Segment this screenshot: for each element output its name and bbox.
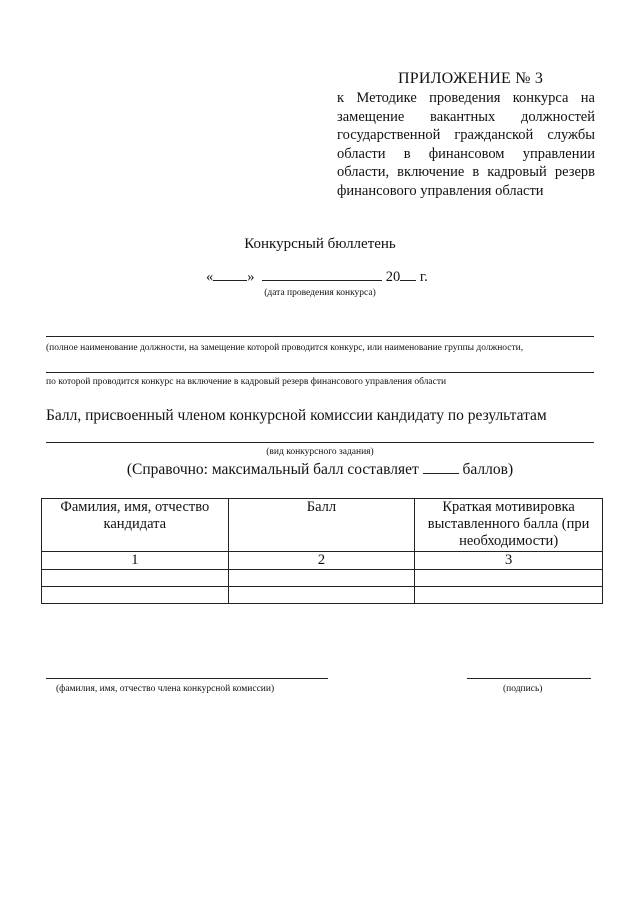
reference-note (0, 459, 640, 479)
header-motivation: Краткая мотивировка выставленного балла (при необходимости) (415, 499, 603, 552)
table-cell[interactable] (42, 570, 229, 587)
position-line-2[interactable] (46, 372, 594, 373)
column-number: 1 (42, 552, 229, 570)
table-cell[interactable] (228, 570, 415, 587)
signature-caption: (подпись) (503, 684, 543, 694)
year-suffix: г. (419, 269, 428, 285)
date-close-quote: » (247, 269, 255, 285)
table-cell[interactable] (415, 587, 603, 604)
task-caption: (вид конкурсного задания) (266, 447, 374, 457)
appendix-line: области, включение в кадровый резерв (337, 164, 595, 180)
bulletin-title: Конкурсный бюллетень (244, 236, 396, 252)
position-caption-2: по которой проводится конкурс на включение в кадровый резерв финансового управления области (46, 377, 447, 387)
day-blank[interactable] (213, 266, 247, 281)
date-row (206, 266, 428, 286)
header-candidate-name: Фамилия, имя, отчество кандидата (42, 499, 229, 552)
month-blank[interactable] (262, 266, 382, 281)
signature-line[interactable] (467, 678, 591, 679)
table-row (42, 587, 603, 604)
name-caption: (фамилия, имя, отчество члена конкурсной комиссии) (56, 684, 275, 694)
column-number-row (42, 552, 603, 570)
score-table (41, 498, 603, 604)
table-cell[interactable] (415, 570, 603, 587)
name-signature-line[interactable] (46, 678, 328, 679)
reference-prefix: (Справочно: максимальный балл составляет (126, 461, 419, 478)
table-row (42, 570, 603, 587)
task-line[interactable] (46, 442, 594, 443)
date-open-quote: « (206, 269, 214, 285)
score-statement: Балл, присвоенный членом конкурсной комиссии кандидату по результатам (46, 407, 547, 424)
max-score-blank[interactable] (423, 459, 459, 474)
appendix-line: к Методике проведения конкурса на (337, 90, 595, 106)
table-header-row (42, 499, 603, 552)
header-score: Балл (228, 499, 415, 552)
appendix-line: области в финансовом управлении (337, 145, 595, 162)
reference-suffix: баллов) (462, 461, 514, 478)
table-cell[interactable] (42, 587, 229, 604)
position-line-1[interactable] (46, 336, 594, 337)
appendix-description (337, 89, 595, 200)
year-blank[interactable] (400, 266, 416, 281)
appendix-line: государственной гражданской службы (337, 127, 595, 143)
position-caption-1: (полное наименование должности, на замещение которой проводится конкурс, или наименование группы должности, (46, 343, 524, 353)
table-cell[interactable] (228, 587, 415, 604)
appendix-title: ПРИЛОЖЕНИЕ № 3 (398, 70, 544, 87)
column-number: 2 (228, 552, 415, 570)
date-caption: (дата проведения конкурса) (264, 288, 376, 298)
appendix-line: финансового управления области (337, 182, 544, 199)
appendix-line: замещение вакантных должностей (337, 108, 595, 125)
year-prefix: 20 (385, 269, 401, 285)
column-number: 3 (415, 552, 603, 570)
